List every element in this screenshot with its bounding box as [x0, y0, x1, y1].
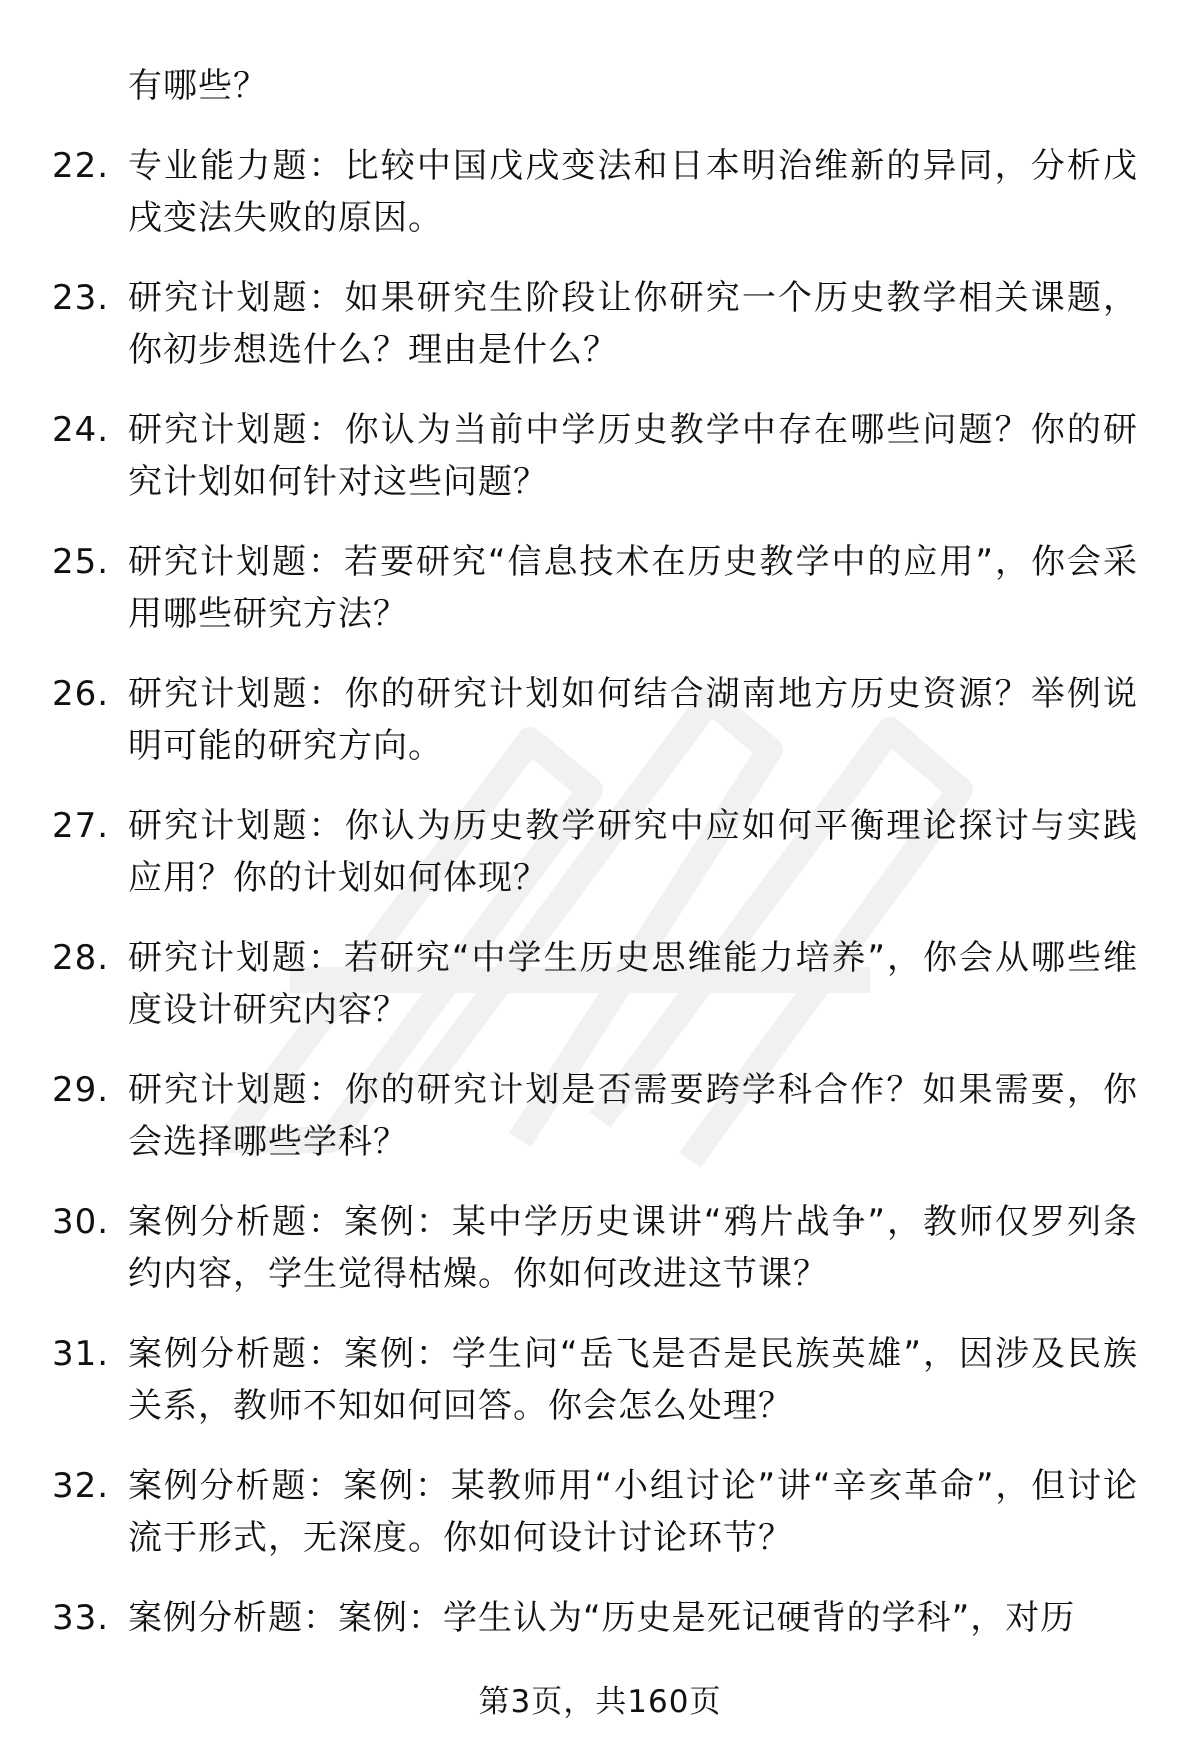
question-item — [0, 1460, 1138, 1592]
question-number: 22. — [52, 146, 110, 186]
question-item — [0, 140, 1138, 272]
question-number: 29. — [52, 1070, 110, 1110]
question-number: 28. — [52, 938, 110, 978]
question-item — [0, 800, 1138, 932]
question-text: 案例分析题：案例：某教师用“小组讨论”讲“辛亥革命”，但讨论流于形式，无深度。你如何设计讨论环节？ — [128, 1466, 1138, 1558]
question-number: 23. — [52, 278, 110, 318]
question-number: 25. — [52, 542, 110, 582]
question-text: 研究计划题：你认为当前中学历史教学中存在哪些问题？你的研究计划如何针对这些问题？ — [128, 410, 1138, 502]
question-item — [0, 1064, 1138, 1196]
question-number: 24. — [52, 410, 110, 450]
question-text: 案例分析题：案例：学生问“岳飞是否是民族英雄”，因涉及民族关系，教师不知如何回答。你会怎么处理？ — [128, 1334, 1138, 1426]
continuation-text: 有哪些？ — [128, 66, 268, 106]
question-item — [0, 272, 1138, 404]
question-text: 案例分析题：案例：某中学历史课讲“鸦片战争”，教师仅罗列条约内容，学生觉得枯燥。你如何改进这节课？ — [128, 1202, 1138, 1294]
question-item — [0, 1196, 1138, 1328]
page-footer: 第3页，共160页 — [478, 1684, 722, 1720]
question-number: 31. — [52, 1334, 110, 1374]
question-text: 研究计划题：你认为历史教学研究中应如何平衡理论探讨与实践应用？你的计划如何体现？ — [128, 806, 1138, 898]
question-text: 专业能力题：比较中国戊戌变法和日本明治维新的异同，分析戊戌变法失败的原因。 — [128, 146, 1138, 238]
question-text: 研究计划题：若研究“中学生历史思维能力培养”，你会从哪些维度设计研究内容？ — [128, 938, 1138, 1030]
question-item — [0, 536, 1138, 668]
question-text: 研究计划题：若要研究“信息技术在历史教学中的应用”，你会采用哪些研究方法？ — [128, 542, 1138, 634]
question-text: 研究计划题：如果研究生阶段让你研究一个历史教学相关课题，你初步想选什么？理由是什么？ — [128, 278, 1138, 370]
question-text: 研究计划题：你的研究计划如何结合湖南地方历史资源？举例说明可能的研究方向。 — [128, 674, 1138, 766]
question-number: 30. — [52, 1202, 110, 1242]
question-item — [0, 404, 1138, 536]
question-number: 32. — [52, 1466, 110, 1506]
question-text: 研究计划题：你的研究计划是否需要跨学科合作？如果需要，你会选择哪些学科？ — [128, 1070, 1138, 1162]
question-list — [0, 140, 1200, 1724]
question-item — [0, 932, 1138, 1064]
question-number: 27. — [52, 806, 110, 846]
question-text: 案例分析题：案例：学生认为“历史是死记硬背的学科”，对历 — [128, 1598, 1076, 1638]
question-number: 33. — [52, 1598, 110, 1638]
question-item — [0, 668, 1138, 800]
question-number: 26. — [52, 674, 110, 714]
question-item — [0, 1328, 1138, 1460]
